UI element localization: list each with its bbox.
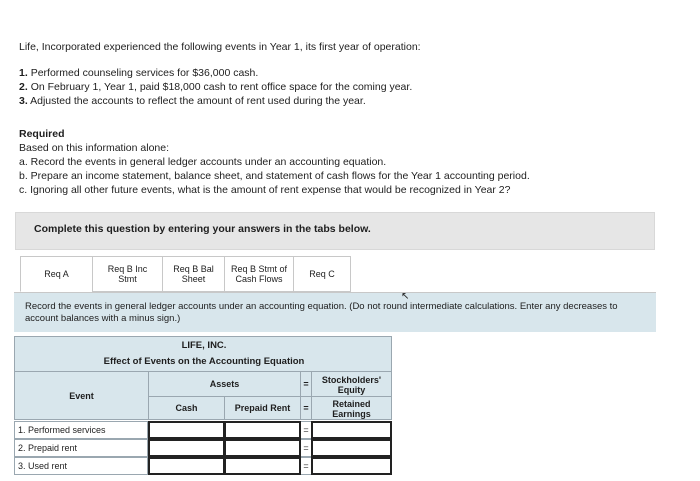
instruction-text: Record the events in general ledger accounts under an accounting equation. (Do not round intermediate calculations. Enter any decreases to account balances with a minus sign.) bbox=[25, 301, 618, 324]
stockholders-equity-header: Stockholders' Equity bbox=[311, 371, 392, 397]
required-c: c. Ignoring all other future events, what is the amount of rent expense that would be recognized in Year 2? bbox=[19, 184, 511, 196]
company-name: LIFE, INC. bbox=[181, 340, 227, 351]
required-based: Based on this information alone: bbox=[19, 142, 170, 154]
event-row-label: 3. Used rent bbox=[14, 457, 148, 475]
prepaid-rent-input[interactable] bbox=[224, 457, 301, 475]
event-item: 1. Performed counseling services for $36,000 cash. bbox=[19, 67, 259, 79]
retained-earnings-input[interactable] bbox=[311, 421, 392, 439]
cash-input[interactable] bbox=[148, 439, 225, 457]
mouse-cursor-icon: ↖ bbox=[401, 291, 410, 302]
equals-sign-header: = bbox=[300, 371, 312, 397]
table-title-block bbox=[14, 336, 392, 372]
equals-sign: = bbox=[301, 457, 311, 475]
tab-req-b-bal-sheet[interactable]: Req B Bal Sheet bbox=[162, 256, 225, 292]
complete-prompt-text: Complete this question by entering your answers in the tabs below. bbox=[34, 223, 371, 235]
retained-earnings-header: Retained Earnings bbox=[311, 396, 392, 420]
tab-req-b-inc-stmt[interactable]: Req B Inc Stmt bbox=[92, 256, 163, 292]
cash-input[interactable] bbox=[148, 457, 225, 475]
problem-intro: Life, Incorporated experienced the following events in Year 1, its first year of operation: bbox=[19, 41, 421, 53]
retained-earnings-input[interactable] bbox=[311, 439, 392, 457]
retained-earnings-input[interactable] bbox=[311, 457, 392, 475]
event-row-label: 2. Prepaid rent bbox=[14, 439, 148, 457]
assets-header: Assets bbox=[148, 371, 301, 397]
table-subtitle: Effect of Events on the Accounting Equation bbox=[103, 356, 305, 367]
tab-req-a[interactable]: Req A bbox=[20, 256, 93, 292]
event-row-label: 1. Performed services bbox=[14, 421, 148, 439]
cash-input[interactable] bbox=[148, 421, 225, 439]
prepaid-rent-input[interactable] bbox=[224, 439, 301, 457]
equals-sign: = bbox=[301, 439, 311, 457]
equals-sign: = bbox=[301, 421, 311, 439]
equals-sign-header: = bbox=[300, 396, 312, 420]
event-column-header: Event bbox=[14, 371, 149, 420]
event-list bbox=[19, 66, 412, 108]
prepaid-rent-input[interactable] bbox=[224, 421, 301, 439]
event-item: 2. On February 1, Year 1, paid $18,000 cash to rent office space for the coming year. bbox=[19, 81, 413, 93]
tab-req-b-stmt-cash-flows[interactable]: Req B Stmt of Cash Flows bbox=[224, 256, 294, 292]
complete-prompt-bar bbox=[15, 212, 655, 250]
required-b: b. Prepare an income statement, balance sheet, and statement of cash flows for the Year 1 accounting period. bbox=[19, 170, 530, 182]
requirement-tabs bbox=[20, 256, 350, 292]
cash-header: Cash bbox=[148, 396, 225, 420]
required-section bbox=[19, 127, 530, 197]
instruction-box bbox=[14, 292, 656, 332]
prepaid-rent-header: Prepaid Rent bbox=[224, 396, 301, 420]
tab-req-c[interactable]: Req C bbox=[293, 256, 351, 292]
event-item: 3. Adjusted the accounts to reflect the amount of rent used during the year. bbox=[19, 95, 366, 107]
required-heading: Required bbox=[19, 128, 65, 140]
required-a: a. Record the events in general ledger accounts under an accounting equation. bbox=[19, 156, 387, 168]
